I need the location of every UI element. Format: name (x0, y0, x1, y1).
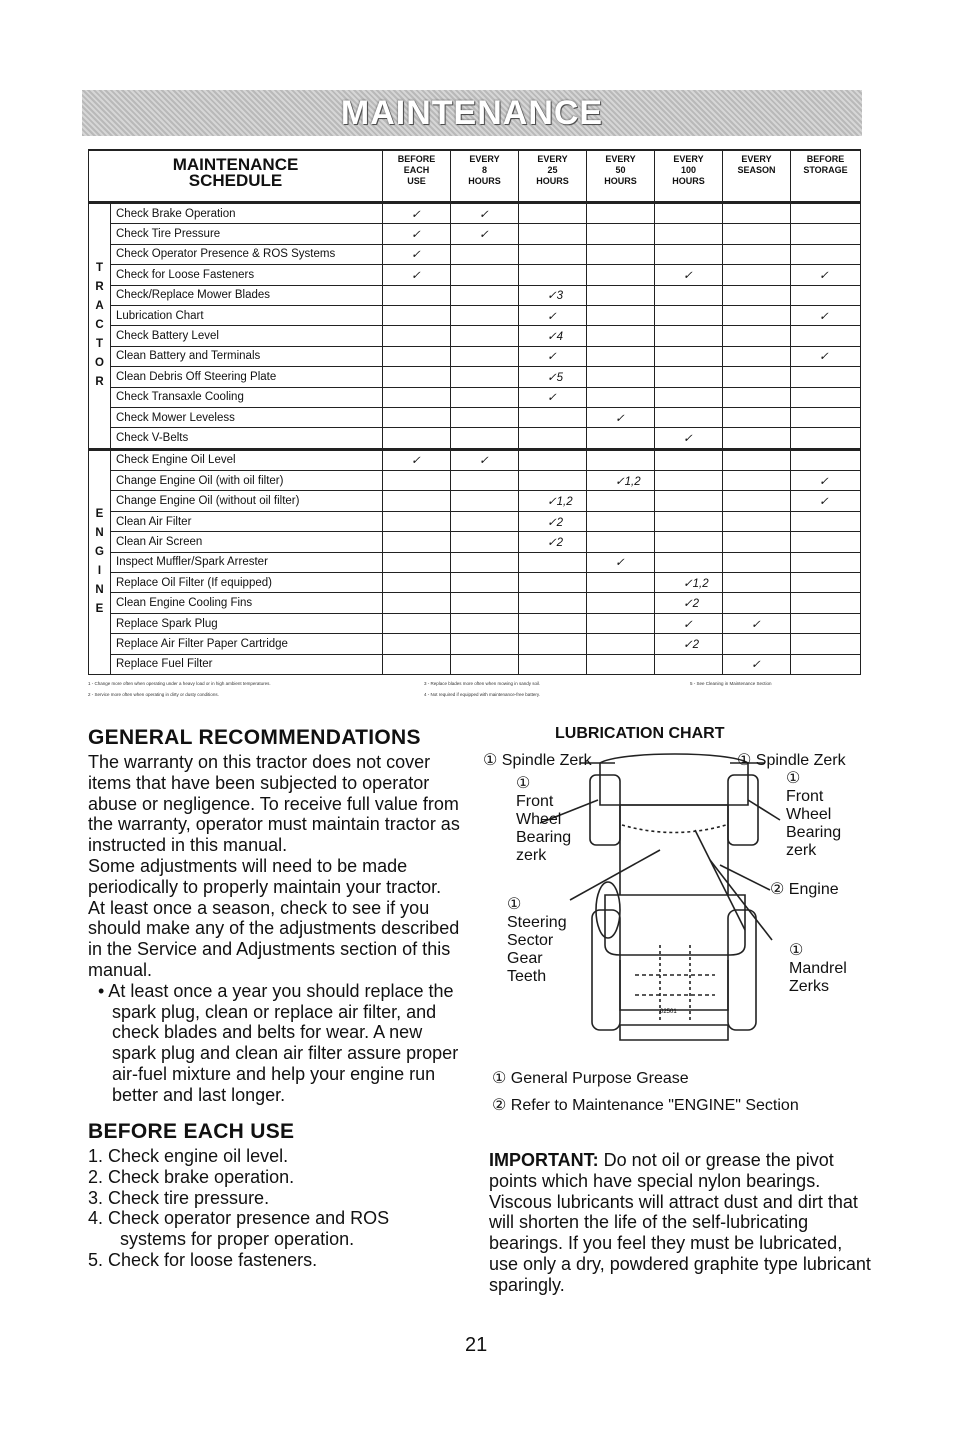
task-cell: Clean Air Filter (111, 511, 383, 531)
task-cell: Replace Air Filter Paper Cartridge (111, 634, 383, 654)
empty-cell (791, 428, 861, 449)
check-mark-cell: ✓ (383, 265, 451, 285)
column-header-line: 100 (681, 165, 697, 175)
label-front-wheel-right: ① Front Wheel Bearing zerk (786, 770, 842, 859)
empty-cell (383, 654, 451, 674)
check-mark-cell: ✓ (587, 407, 655, 427)
task-cell: Replace Spark Plug (111, 613, 383, 633)
empty-cell (451, 265, 519, 285)
empty-cell (587, 613, 655, 633)
table-row (89, 326, 861, 346)
check-mark-cell: ✓5 (519, 367, 587, 387)
empty-cell (519, 265, 587, 285)
empty-cell (791, 573, 861, 593)
task-cell: Inspect Muffler/Spark Arrester (111, 552, 383, 572)
table-row (89, 387, 861, 407)
check-mark-cell: ✓ (451, 203, 519, 224)
empty-cell (519, 654, 587, 674)
empty-cell (791, 654, 861, 674)
check-mark-cell: ✓ (451, 224, 519, 244)
empty-cell (655, 552, 723, 572)
table-row (89, 449, 861, 470)
empty-cell (587, 449, 655, 470)
table-row (89, 305, 861, 325)
empty-cell (655, 387, 723, 407)
check-mark-cell: ✓ (383, 449, 451, 470)
empty-cell (383, 613, 451, 633)
empty-cell (723, 634, 791, 654)
empty-cell (587, 265, 655, 285)
label-steering-sector: ① Steering Sector Gear Teeth (507, 896, 567, 985)
group-label-letter: E (95, 603, 104, 616)
table-row (89, 552, 861, 572)
group-label-letter: E (95, 508, 104, 521)
empty-cell (655, 367, 723, 387)
empty-cell (791, 203, 861, 224)
empty-cell (451, 285, 519, 305)
footnote-2: 2 - Service more often when operating in dirty or dusty conditions. (88, 692, 219, 697)
list-item: 1. Check engine oil level. (88, 1146, 289, 1166)
schedule-title-line2: SCHEDULE (188, 171, 283, 190)
empty-cell (383, 428, 451, 449)
tractor-group-label (89, 203, 111, 450)
table-row (89, 224, 861, 244)
check-mark-cell: ✓ (655, 428, 723, 449)
empty-cell (723, 407, 791, 427)
column-header (723, 150, 791, 203)
check-mark-cell: ✓ (791, 305, 861, 325)
column-header (587, 150, 655, 203)
table-row (89, 285, 861, 305)
empty-cell (723, 552, 791, 572)
check-mark-cell: ✓ (519, 305, 587, 325)
empty-cell (451, 326, 519, 346)
empty-cell (383, 407, 451, 427)
task-cell: Change Engine Oil (without oil filter) (111, 491, 383, 511)
empty-cell (723, 491, 791, 511)
empty-cell (655, 305, 723, 325)
column-header-line: EVERY (537, 154, 568, 164)
table-row (89, 407, 861, 427)
table-row (89, 346, 861, 366)
task-cell: Replace Fuel Filter (111, 654, 383, 674)
check-mark-cell: ✓4 (519, 326, 587, 346)
empty-cell (723, 449, 791, 470)
task-cell: Check Tire Pressure (111, 224, 383, 244)
check-mark-cell: ✓ (383, 224, 451, 244)
empty-cell (587, 367, 655, 387)
empty-cell (723, 573, 791, 593)
label-front-wheel-left: ① Front Wheel Bearing zerk (516, 775, 572, 864)
column-header-line: 8 (482, 165, 488, 175)
engine-group-label (89, 449, 111, 674)
general-recommendations-body (88, 752, 466, 1106)
general-bullet: • At least once a year you should replace the spark plug, clean or replace air filter, and check blades and belts for wear. A new spark plug and clean air filter assure proper air-fuel mixture and help your engine run better and last longer. (98, 980, 459, 1105)
banner-title: MAINTENANCE (340, 93, 604, 132)
empty-cell (655, 471, 723, 491)
empty-cell (587, 326, 655, 346)
empty-cell (587, 203, 655, 224)
list-item: 5. Check for loose fasteners. (88, 1249, 318, 1270)
footnote-5: 5 - See Cleaning in Maintenance Section (690, 681, 772, 686)
check-mark-cell: ✓1,2 (655, 573, 723, 593)
task-cell: Check/Replace Mower Blades (111, 285, 383, 305)
empty-cell (587, 244, 655, 264)
empty-cell (451, 387, 519, 407)
check-mark-cell: ✓ (383, 244, 451, 264)
table-row (89, 491, 861, 511)
column-header-line: 50 (615, 165, 626, 175)
group-label-letter: T (95, 262, 104, 275)
check-mark-cell: ✓3 (519, 285, 587, 305)
group-label-letter: G (95, 546, 104, 559)
check-mark-cell: ✓ (723, 613, 791, 633)
general-p2: Some adjustments will need to be made periodically to properly maintain your tractor. (88, 855, 442, 897)
group-label-letter: N (95, 527, 104, 540)
empty-cell (587, 654, 655, 674)
empty-cell (587, 491, 655, 511)
group-label-letter: N (95, 584, 104, 597)
table-row (89, 367, 861, 387)
task-cell: Clean Engine Cooling Fins (111, 593, 383, 613)
task-cell: Change Engine Oil (with oil filter) (111, 471, 383, 491)
empty-cell (383, 346, 451, 366)
group-label-letter: C (95, 319, 104, 332)
legend-general-purpose-grease: ① General Purpose Grease (492, 1070, 689, 1087)
table-row (89, 634, 861, 654)
empty-cell (519, 224, 587, 244)
group-label-letter: A (95, 300, 104, 313)
check-mark-cell: ✓2 (655, 593, 723, 613)
empty-cell (587, 593, 655, 613)
column-header (451, 150, 519, 203)
important-text: Do not oil or grease the pivot points which have special nylon bearings. Viscous lubricants will attract dust and dirt that will shorten the life of the self-lubricating bearings. If you feel they must be lubricated, use only a dry, powdered graphite type lubricant sparingly. (489, 1150, 871, 1295)
column-header-line: BEFORE (397, 154, 436, 164)
empty-cell (791, 224, 861, 244)
empty-cell (587, 346, 655, 366)
check-mark-cell: ✓ (451, 449, 519, 470)
task-cell: Replace Oil Filter (If equipped) (111, 573, 383, 593)
empty-cell (519, 203, 587, 224)
empty-cell (791, 285, 861, 305)
check-mark-cell: ✓ (655, 613, 723, 633)
general-p1: The warranty on this tractor does not cover items that have been subjected to operator abuse or negligence. To receive full value from the warranty, operator must maintain tractor as instructed in this manual. (88, 752, 460, 856)
footnote-3: 3 - Replace blades more often when mowing in sandy soil. (424, 681, 541, 686)
empty-cell (587, 305, 655, 325)
check-mark-cell: ✓ (587, 552, 655, 572)
empty-cell (655, 491, 723, 511)
section-banner (82, 90, 862, 136)
empty-cell (791, 387, 861, 407)
schedule-title-line1: MAINTENANCE (172, 155, 299, 174)
empty-cell (723, 326, 791, 346)
empty-cell (587, 634, 655, 654)
empty-cell (519, 573, 587, 593)
empty-cell (519, 552, 587, 572)
empty-cell (519, 407, 587, 427)
empty-cell (587, 387, 655, 407)
empty-cell (451, 491, 519, 511)
general-recommendations-heading: GENERAL RECOMMENDATIONS (88, 726, 421, 749)
empty-cell (383, 573, 451, 593)
task-cell: Lubrication Chart (111, 305, 383, 325)
column-header-line: EVERY (469, 154, 500, 164)
empty-cell (451, 407, 519, 427)
empty-cell (655, 285, 723, 305)
empty-cell (451, 593, 519, 613)
empty-cell (451, 367, 519, 387)
check-mark-cell: ✓ (791, 491, 861, 511)
label-spindle-zerk-left: ① Spindle Zerk (483, 752, 592, 769)
empty-cell (655, 224, 723, 244)
empty-cell (791, 511, 861, 531)
empty-cell (451, 428, 519, 449)
column-header-line: HOURS (468, 176, 501, 186)
column-header-line: USE (407, 176, 426, 186)
page-number: 21 (465, 1334, 488, 1356)
empty-cell (723, 346, 791, 366)
check-mark-cell: ✓2 (519, 532, 587, 552)
empty-cell (655, 346, 723, 366)
empty-cell (587, 511, 655, 531)
column-header-line: EVERY (673, 154, 704, 164)
check-mark-cell: ✓ (383, 203, 451, 224)
empty-cell (519, 471, 587, 491)
column-header-line: SEASON (737, 165, 776, 175)
empty-cell (791, 613, 861, 633)
check-mark-cell: ✓ (519, 387, 587, 407)
table-row (89, 428, 861, 449)
table-row (89, 265, 861, 285)
column-header (791, 150, 861, 203)
empty-cell (723, 244, 791, 264)
empty-cell (791, 367, 861, 387)
empty-cell (383, 367, 451, 387)
empty-cell (587, 573, 655, 593)
empty-cell (655, 407, 723, 427)
empty-cell (655, 654, 723, 674)
column-header (383, 150, 451, 203)
empty-cell (655, 326, 723, 346)
empty-cell (519, 428, 587, 449)
empty-cell (655, 449, 723, 470)
empty-cell (451, 613, 519, 633)
general-p3: At least once a season, check to see if you should make any of the adjustments described in the Service and Adjustments section of this manual. (88, 897, 460, 980)
empty-cell (383, 471, 451, 491)
legend-refer-engine: ② Refer to Maintenance "ENGINE" Section (492, 1097, 799, 1114)
before-each-use-list (88, 1146, 458, 1271)
empty-cell (723, 285, 791, 305)
column-header-line: BEFORE (806, 154, 845, 164)
check-mark-cell: ✓ (791, 471, 861, 491)
empty-cell (791, 532, 861, 552)
table-row (89, 532, 861, 552)
empty-cell (655, 244, 723, 264)
footnote-4: 4 - Not required if equipped with maintenance-free battery. (424, 692, 540, 697)
column-header-line: 25 (547, 165, 558, 175)
empty-cell (383, 305, 451, 325)
empty-cell (451, 552, 519, 572)
empty-cell (451, 346, 519, 366)
before-each-use-heading: BEFORE EACH USE (88, 1120, 295, 1143)
empty-cell (723, 224, 791, 244)
table-row (89, 573, 861, 593)
group-label-letter: I (97, 565, 102, 578)
empty-cell (383, 285, 451, 305)
schedule-header-row (89, 150, 861, 203)
figure-code: 02501 (660, 1009, 677, 1015)
table-row (89, 244, 861, 264)
column-header-line: HOURS (604, 176, 637, 186)
empty-cell (383, 326, 451, 346)
task-cell: Check Battery Level (111, 326, 383, 346)
empty-cell (655, 511, 723, 531)
empty-cell (587, 285, 655, 305)
empty-cell (519, 634, 587, 654)
empty-cell (791, 407, 861, 427)
empty-cell (723, 428, 791, 449)
empty-cell (451, 654, 519, 674)
check-mark-cell: ✓1,2 (519, 491, 587, 511)
column-header-line: HOURS (536, 176, 569, 186)
check-mark-cell: ✓2 (519, 511, 587, 531)
table-row (89, 654, 861, 674)
empty-cell (451, 471, 519, 491)
list-item: 3. Check tire pressure. (88, 1187, 270, 1208)
column-header-line: EVERY (605, 154, 636, 164)
check-mark-cell: ✓ (723, 654, 791, 674)
empty-cell (519, 449, 587, 470)
group-label-letter: O (95, 357, 104, 370)
empty-cell (791, 326, 861, 346)
task-cell: Check V-Belts (111, 428, 383, 449)
empty-cell (723, 593, 791, 613)
task-cell: Check for Loose Fasteners (111, 265, 383, 285)
check-mark-cell: ✓ (791, 265, 861, 285)
empty-cell (791, 244, 861, 264)
empty-cell (791, 634, 861, 654)
task-cell: Clean Battery and Terminals (111, 346, 383, 366)
empty-cell (519, 593, 587, 613)
empty-cell (383, 634, 451, 654)
empty-cell (723, 532, 791, 552)
schedule-title (89, 150, 383, 203)
check-mark-cell: ✓ (655, 265, 723, 285)
empty-cell (655, 203, 723, 224)
empty-cell (383, 532, 451, 552)
important-note (489, 1150, 871, 1296)
empty-cell (519, 244, 587, 264)
label-spindle-zerk-right: ① Spindle Zerk (737, 752, 846, 769)
group-label-letter: T (95, 338, 104, 351)
table-row (89, 471, 861, 491)
empty-cell (791, 593, 861, 613)
empty-cell (791, 552, 861, 572)
empty-cell (451, 532, 519, 552)
task-cell: Check Transaxle Cooling (111, 387, 383, 407)
empty-cell (451, 305, 519, 325)
empty-cell (519, 613, 587, 633)
empty-cell (383, 593, 451, 613)
task-cell: Check Engine Oil Level (111, 449, 383, 470)
group-label-letter: R (95, 376, 104, 389)
empty-cell (587, 532, 655, 552)
group-label-letter: R (95, 281, 104, 294)
empty-cell (723, 471, 791, 491)
empty-cell (723, 305, 791, 325)
empty-cell (451, 244, 519, 264)
empty-cell (723, 265, 791, 285)
footnote-1: 1 - Change more often when operating under a heavy load or in high ambient temperatures. (88, 681, 271, 686)
column-header-line: EVERY (741, 154, 772, 164)
column-header-line: STORAGE (803, 165, 848, 175)
empty-cell (723, 511, 791, 531)
column-header-line: HOURS (672, 176, 705, 186)
lubrication-chart-title: LUBRICATION CHART (555, 725, 725, 742)
check-mark-cell: ✓2 (655, 634, 723, 654)
list-item: 4. Check operator presence and ROS systems for proper operation. (88, 1208, 390, 1250)
column-header (519, 150, 587, 203)
check-mark-cell: ✓1,2 (587, 471, 655, 491)
table-row (89, 613, 861, 633)
empty-cell (383, 511, 451, 531)
label-engine: ② Engine (770, 881, 839, 898)
column-header-line: EACH (403, 165, 430, 175)
maintenance-schedule-table (88, 149, 861, 675)
empty-cell (383, 552, 451, 572)
empty-cell (587, 428, 655, 449)
task-cell: Clean Debris Off Steering Plate (111, 367, 383, 387)
task-cell: Clean Air Screen (111, 532, 383, 552)
empty-cell (723, 367, 791, 387)
table-row (89, 511, 861, 531)
empty-cell (451, 573, 519, 593)
empty-cell (451, 634, 519, 654)
empty-cell (723, 387, 791, 407)
empty-cell (451, 511, 519, 531)
task-cell: Check Mower Leveless (111, 407, 383, 427)
column-header (655, 150, 723, 203)
label-mandrel-zerks: ① Mandrel Zerks (789, 942, 847, 995)
table-row (89, 593, 861, 613)
empty-cell (655, 532, 723, 552)
task-cell: Check Brake Operation (111, 203, 383, 224)
task-cell: Check Operator Presence & ROS Systems (111, 244, 383, 264)
empty-cell (723, 203, 791, 224)
empty-cell (383, 491, 451, 511)
check-mark-cell: ✓ (791, 346, 861, 366)
empty-cell (383, 387, 451, 407)
empty-cell (587, 224, 655, 244)
important-label: IMPORTANT: (489, 1150, 599, 1170)
table-row (89, 203, 861, 224)
check-mark-cell: ✓ (519, 346, 587, 366)
empty-cell (791, 449, 861, 470)
list-item: 2. Check brake operation. (88, 1166, 295, 1187)
